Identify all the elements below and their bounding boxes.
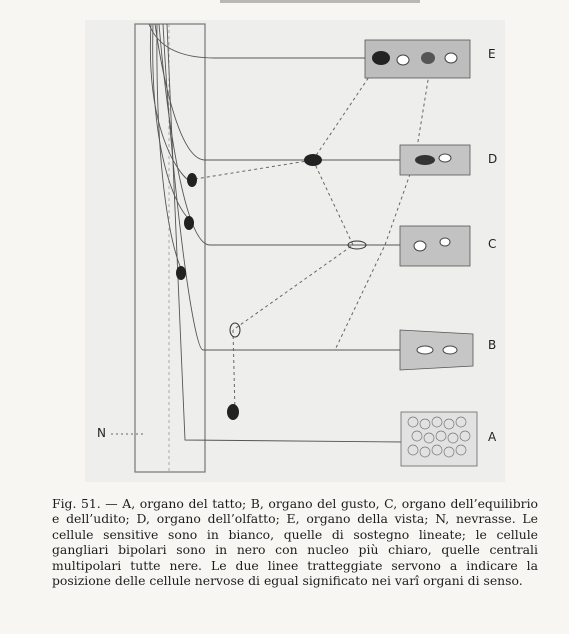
figure-caption [52,496,538,588]
caption-text: Fig. 51. — A, organo del tatto; B, organo del gusto, C, organo dell’equilibrio e dell’udito; D, organo dell’olfatto; E, organo della vista; N, nevrasse. Le cellule sensitive sono in bianco, quelle di sostegno lineate; le cellule gangliari bipolari sono in nero con nucleo più chiaro, quelle centrali multipolari tutte nere. Le due linee tratteggiate servono a indicare la posizione delle cellule nervose di egual significato nei varî organi di senso. [52,496,538,589]
label-a: A [488,430,497,444]
ganglion-cells [176,154,322,420]
label-n: N [97,426,106,440]
label-c: C [488,237,497,251]
organ-b [400,330,473,370]
organ-c [400,226,470,266]
figure-illustration [85,20,505,482]
dashed-lines [189,68,430,412]
nerve-diagram [85,20,505,482]
label-d: D [488,152,498,166]
nerve-fibers [149,24,405,442]
organ-d [400,145,470,175]
bipolar-cells [230,241,366,337]
previous-text-fragment [220,0,420,3]
organ-a [401,412,477,466]
label-e: E [488,47,496,61]
organ-e [365,40,470,78]
label-b: B [488,338,497,352]
